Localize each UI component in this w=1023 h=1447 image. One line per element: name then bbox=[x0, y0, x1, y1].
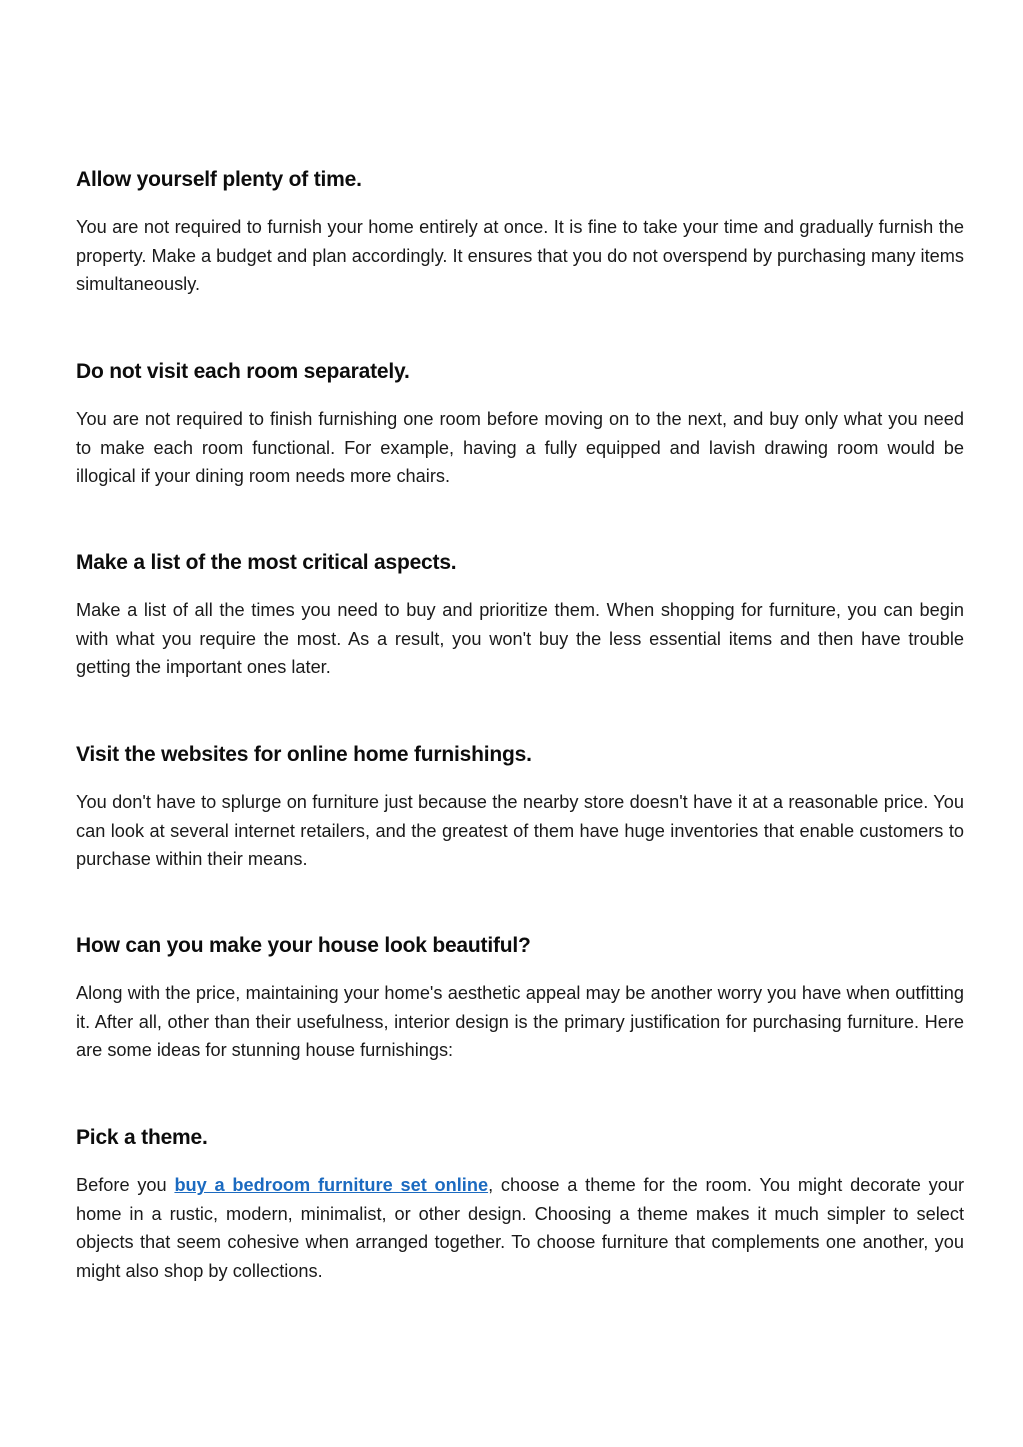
section-paragraph: Make a list of all the times you need to buy and prioritize them. When shopping for furniture, you can begin with what you require the most. As a result, you won't buy the less essential items and then have trouble getting the important ones later. bbox=[76, 600, 964, 677]
section-room-separately bbox=[76, 359, 964, 491]
section-plenty-of-time bbox=[76, 167, 964, 299]
paragraph-text-after-link: , choose a theme for the room. You might decorate your home in a rustic, modern, minimalist, or other design. Choosing a theme makes it much simpler to select objects that seem cohesive when arranged together. To choose furniture that complements one another, you might also shop by collections. bbox=[76, 1175, 965, 1281]
section-paragraph bbox=[76, 1171, 964, 1285]
section-house-beautiful bbox=[76, 933, 964, 1065]
section-heading: How can you make your house look beautiful? bbox=[76, 934, 531, 957]
section-heading: Pick a theme. bbox=[76, 1126, 208, 1149]
bedroom-furniture-link[interactable]: buy a bedroom furniture set online bbox=[174, 1175, 489, 1195]
section-paragraph: You are not required to furnish your home entirely at once. It is fine to take your time and gradually furnish the property. Make a budget and plan accordingly. It ensures that you do not overspend by purchasing many items simultaneously. bbox=[76, 217, 964, 294]
section-pick-theme bbox=[76, 1125, 964, 1285]
section-heading: Visit the websites for online home furnishings. bbox=[76, 743, 532, 766]
section-paragraph: You don't have to splurge on furniture just because the nearby store doesn't have it at a reasonable price. You can look at several internet retailers, and the greatest of them have huge inventories that enable customers to purchase within their means. bbox=[76, 792, 964, 869]
section-heading: Do not visit each room separately. bbox=[76, 360, 410, 383]
section-online-websites bbox=[76, 742, 964, 874]
paragraph-text-before-link: Before you bbox=[76, 1175, 175, 1195]
section-critical-aspects bbox=[76, 550, 964, 682]
section-heading: Make a list of the most critical aspects. bbox=[76, 551, 457, 574]
section-paragraph: Along with the price, maintaining your home's aesthetic appeal may be another worry you have when outfitting it. After all, other than their usefulness, interior design is the primary justification for purchasing furniture. Here are some ideas for stunning house furnishings: bbox=[76, 983, 964, 1060]
section-heading: Allow yourself plenty of time. bbox=[76, 168, 362, 191]
section-paragraph: You are not required to finish furnishing one room before moving on to the next, and buy only what you need to make each room functional. For example, having a fully equipped and lavish drawing room would be illogical if your dining room needs more chairs. bbox=[76, 409, 964, 486]
